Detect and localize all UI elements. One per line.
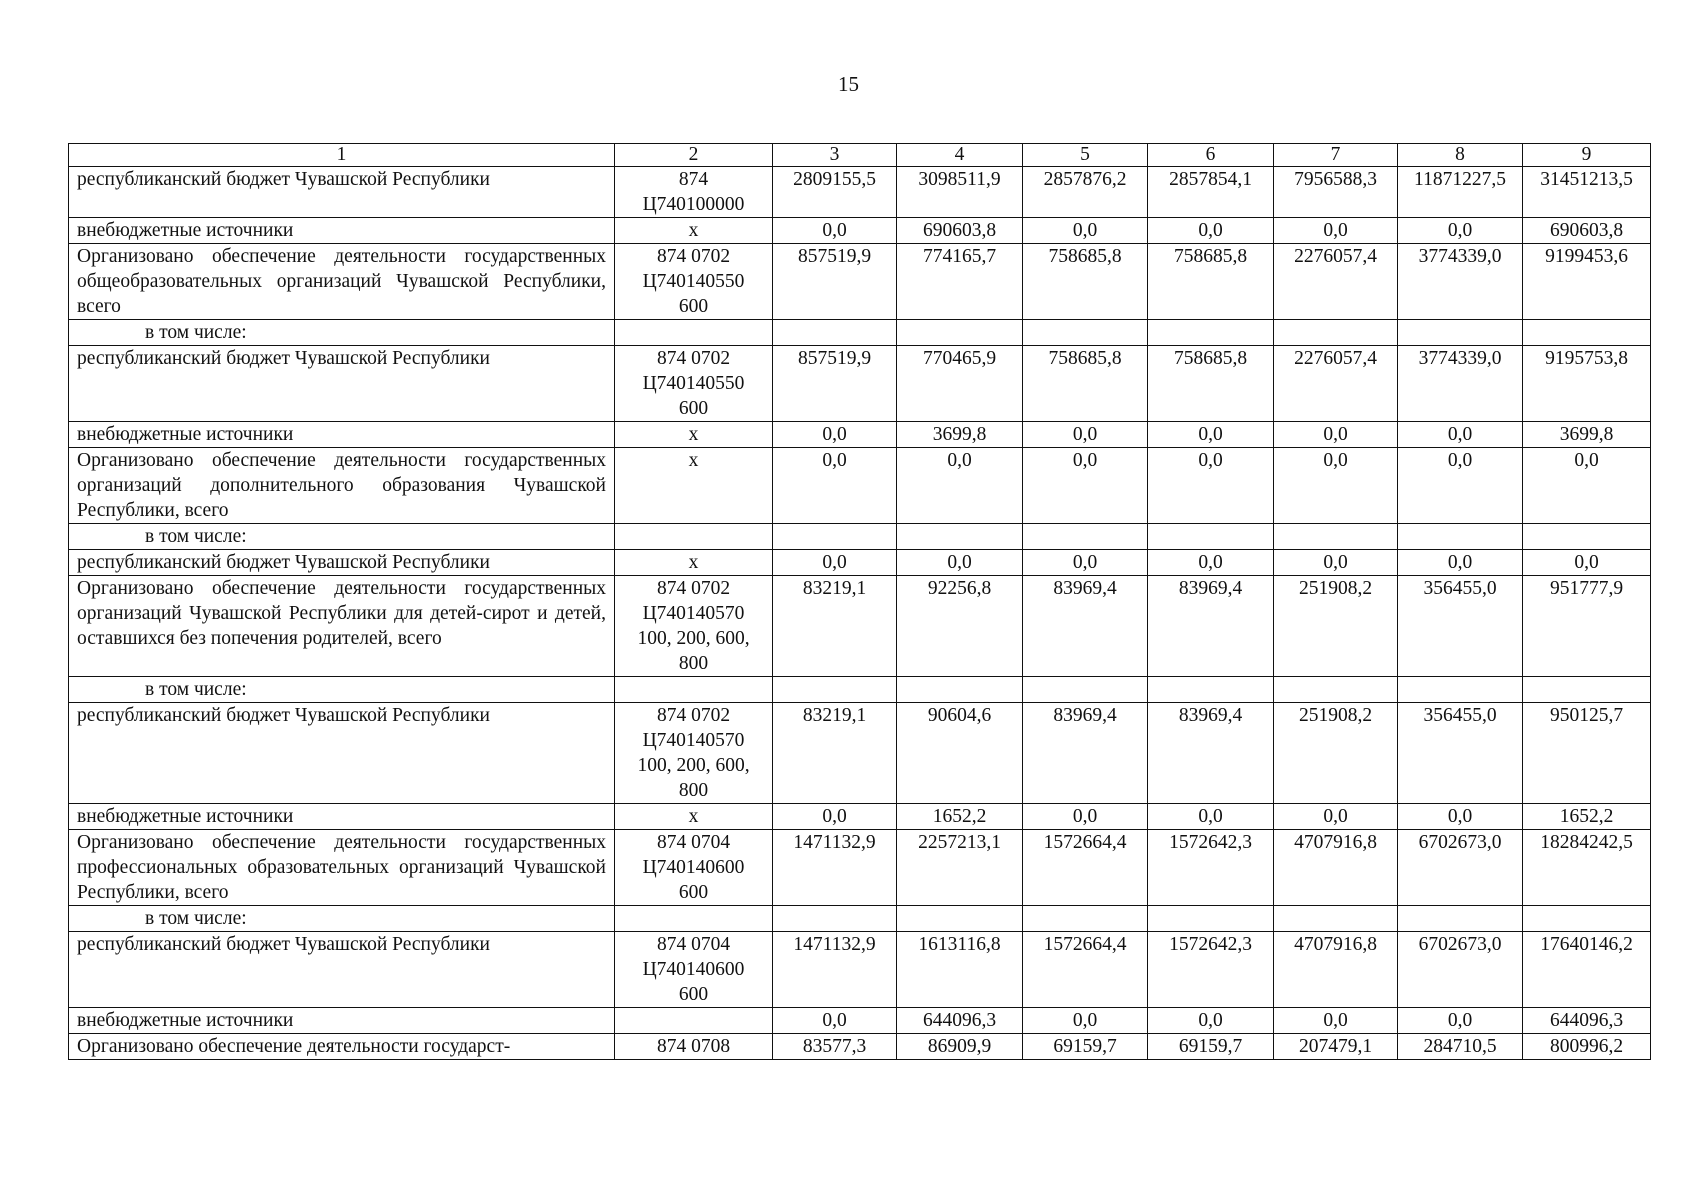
budget-code-line: 100, 200, 600,: [637, 628, 750, 649]
budget-code-line: 874 0704: [656, 832, 731, 853]
value-cell: 2809155,5: [773, 167, 897, 218]
value-cell: 857519,9: [773, 244, 897, 320]
budget-code-line: Ц740140550: [642, 271, 745, 292]
value-cell: [897, 906, 1023, 932]
value-cell: [1023, 320, 1148, 346]
table-row: [69, 1034, 1651, 1060]
budget-code-line: х: [688, 806, 699, 827]
budget-code-line: 600: [678, 882, 709, 903]
value-cell: 0,0: [773, 550, 897, 576]
budget-code-line: Ц740140570: [642, 603, 745, 624]
budget-code: [615, 244, 773, 320]
value-cell: 758685,8: [1023, 346, 1148, 422]
value-cell: [1523, 906, 1651, 932]
value-cell: [773, 677, 897, 703]
value-cell: 0,0: [1023, 804, 1148, 830]
budget-code-line: 874 0708: [656, 1036, 731, 1057]
value-cell: 69159,7: [1023, 1034, 1148, 1060]
table-row: [69, 346, 1651, 422]
value-cell: 1613116,8: [897, 932, 1023, 1008]
value-cell: 0,0: [1398, 1008, 1523, 1034]
budget-code-line: 600: [678, 296, 709, 317]
value-cell: 1572642,3: [1148, 830, 1274, 906]
value-cell: 0,0: [1023, 550, 1148, 576]
value-cell: 3699,8: [897, 422, 1023, 448]
column-header: 7: [1274, 144, 1398, 167]
value-cell: [897, 320, 1023, 346]
table-row: [69, 550, 1651, 576]
budget-code-line: 800: [678, 653, 709, 674]
value-cell: 758685,8: [1148, 346, 1274, 422]
column-header: 1: [69, 144, 615, 167]
value-cell: 950125,7: [1523, 703, 1651, 804]
budget-code-line: 600: [678, 984, 709, 1005]
value-cell: 3699,8: [1523, 422, 1651, 448]
budget-table: [68, 143, 1651, 1060]
subheading-row: [69, 524, 1651, 550]
value-cell: 17640146,2: [1523, 932, 1651, 1008]
value-cell: 0,0: [897, 448, 1023, 524]
budget-code-line: 800: [678, 780, 709, 801]
budget-code: [615, 804, 773, 830]
value-cell: 356455,0: [1398, 703, 1523, 804]
value-cell: 0,0: [773, 422, 897, 448]
row-label: Организовано обеспечение деятельности государственных организаций дополнительного образования Чувашской Республики, всего: [69, 448, 615, 524]
table-row: [69, 576, 1651, 677]
value-cell: [1274, 524, 1398, 550]
value-cell: 2257213,1: [897, 830, 1023, 906]
budget-code: [615, 218, 773, 244]
value-cell: 0,0: [1274, 218, 1398, 244]
budget-code-line: Ц740140570: [642, 730, 745, 751]
budget-code-line: Ц740140550: [642, 373, 745, 394]
value-cell: 0,0: [1148, 218, 1274, 244]
value-cell: 9195753,8: [1523, 346, 1651, 422]
value-cell: 951777,9: [1523, 576, 1651, 677]
value-cell: [1023, 677, 1148, 703]
value-cell: 0,0: [1274, 804, 1398, 830]
value-cell: 3098511,9: [897, 167, 1023, 218]
value-cell: 0,0: [773, 448, 897, 524]
value-cell: 0,0: [1148, 448, 1274, 524]
value-cell: [897, 677, 1023, 703]
table-row: [69, 703, 1651, 804]
column-header: 3: [773, 144, 897, 167]
value-cell: 1572664,4: [1023, 932, 1148, 1008]
value-cell: 758685,8: [1148, 244, 1274, 320]
budget-code: [615, 703, 773, 804]
row-label: внебюджетные источники: [69, 804, 615, 830]
row-label: внебюджетные источники: [69, 218, 615, 244]
value-cell: [1274, 677, 1398, 703]
value-cell: 774165,7: [897, 244, 1023, 320]
page-number: 15: [838, 72, 859, 96]
budget-code: [615, 346, 773, 422]
table-row: [69, 932, 1651, 1008]
budget-code: [615, 576, 773, 677]
value-cell: 857519,9: [773, 346, 897, 422]
row-label: Организовано обеспечение деятельности государственных общеобразовательных организаций Чувашской Республики, всего: [69, 244, 615, 320]
subheading-row: [69, 320, 1651, 346]
row-label: Организовано обеспечение деятельности государственных профессиональных образовательных организаций Чувашской Республики, всего: [69, 830, 615, 906]
value-cell: [1523, 524, 1651, 550]
value-cell: [1523, 320, 1651, 346]
value-cell: 0,0: [773, 218, 897, 244]
value-cell: 0,0: [1148, 1008, 1274, 1034]
value-cell: 690603,8: [1523, 218, 1651, 244]
value-cell: 284710,5: [1398, 1034, 1523, 1060]
value-cell: 0,0: [773, 804, 897, 830]
value-cell: 4707916,8: [1274, 932, 1398, 1008]
budget-code-line: 100, 200, 600,: [637, 755, 750, 776]
value-cell: 83219,1: [773, 703, 897, 804]
budget-code: [615, 830, 773, 906]
value-cell: [1023, 906, 1148, 932]
value-cell: [773, 524, 897, 550]
row-label: республиканский бюджет Чувашской Республики: [69, 346, 615, 422]
row-label: республиканский бюджет Чувашской Республики: [69, 932, 615, 1008]
value-cell: 1572664,4: [1023, 830, 1148, 906]
budget-code-line: х: [688, 220, 699, 241]
value-cell: 0,0: [1398, 218, 1523, 244]
budget-code: [615, 167, 773, 218]
value-cell: 0,0: [1274, 422, 1398, 448]
value-cell: 644096,3: [897, 1008, 1023, 1034]
value-cell: 0,0: [1274, 448, 1398, 524]
budget-code-line: х: [688, 450, 699, 471]
budget-code: [615, 422, 773, 448]
value-cell: 0,0: [1398, 422, 1523, 448]
value-cell: [1398, 524, 1523, 550]
value-cell: 1572642,3: [1148, 932, 1274, 1008]
budget-code-line: х: [688, 424, 699, 445]
table-body: [69, 167, 1651, 1060]
value-cell: 90604,6: [897, 703, 1023, 804]
value-cell: 7956588,3: [1274, 167, 1398, 218]
row-label: внебюджетные источники: [69, 1008, 615, 1034]
budget-code-line: 874: [678, 169, 709, 190]
value-cell: 356455,0: [1398, 576, 1523, 677]
value-cell: [773, 906, 897, 932]
budget-code: [615, 320, 773, 346]
value-cell: 86909,9: [897, 1034, 1023, 1060]
value-cell: 0,0: [1398, 804, 1523, 830]
value-cell: 9199453,6: [1523, 244, 1651, 320]
value-cell: [1274, 320, 1398, 346]
budget-code-line: х: [688, 552, 699, 573]
budget-code-line: 874 0702: [656, 705, 731, 726]
value-cell: 83219,1: [773, 576, 897, 677]
value-cell: 4707916,8: [1274, 830, 1398, 906]
value-cell: [1274, 906, 1398, 932]
value-cell: 83969,4: [1023, 703, 1148, 804]
budget-code: [615, 1034, 773, 1060]
value-cell: 31451213,5: [1523, 167, 1651, 218]
value-cell: [1148, 524, 1274, 550]
subheading-label: в том числе:: [69, 524, 615, 550]
table-row: [69, 448, 1651, 524]
subheading-label: в том числе:: [69, 677, 615, 703]
row-label: республиканский бюджет Чувашской Республики: [69, 550, 615, 576]
row-label: Организовано обеспечение деятельности государственных организаций Чувашской Республики для детей-сирот и детей, оставшихся без попечения родителей, всего: [69, 576, 615, 677]
budget-code: [615, 448, 773, 524]
value-cell: 0,0: [1023, 1008, 1148, 1034]
budget-code-line: 874 0702: [656, 348, 731, 369]
value-cell: 770465,9: [897, 346, 1023, 422]
value-cell: 1471132,9: [773, 932, 897, 1008]
value-cell: 83577,3: [773, 1034, 897, 1060]
budget-code: [615, 1008, 773, 1034]
value-cell: 3774339,0: [1398, 346, 1523, 422]
column-header: 6: [1148, 144, 1274, 167]
value-cell: 11871227,5: [1398, 167, 1523, 218]
value-cell: 2857854,1: [1148, 167, 1274, 218]
value-cell: [773, 320, 897, 346]
subheading-label: в том числе:: [69, 906, 615, 932]
value-cell: 690603,8: [897, 218, 1023, 244]
value-cell: [1398, 906, 1523, 932]
budget-code-line: Ц740100000: [642, 194, 745, 215]
value-cell: 0,0: [1148, 804, 1274, 830]
value-cell: 2276057,4: [1274, 346, 1398, 422]
subheading-row: [69, 677, 1651, 703]
budget-code-line: 874 0702: [656, 246, 731, 267]
value-cell: 0,0: [1398, 448, 1523, 524]
value-cell: 92256,8: [897, 576, 1023, 677]
budget-code-line: 600: [678, 398, 709, 419]
budget-code-line: 874 0702: [656, 578, 731, 599]
value-cell: 251908,2: [1274, 703, 1398, 804]
value-cell: 83969,4: [1023, 576, 1148, 677]
budget-code-line: 874 0704: [656, 934, 731, 955]
value-cell: [1023, 524, 1148, 550]
table-row: [69, 830, 1651, 906]
subheading-row: [69, 906, 1651, 932]
value-cell: 0,0: [1023, 422, 1148, 448]
value-cell: 1652,2: [897, 804, 1023, 830]
value-cell: 6702673,0: [1398, 932, 1523, 1008]
value-cell: 0,0: [1023, 448, 1148, 524]
table-row: [69, 422, 1651, 448]
value-cell: 2857876,2: [1023, 167, 1148, 218]
value-cell: 251908,2: [1274, 576, 1398, 677]
value-cell: 0,0: [1148, 422, 1274, 448]
value-cell: 69159,7: [1148, 1034, 1274, 1060]
column-header: 4: [897, 144, 1023, 167]
value-cell: [1148, 906, 1274, 932]
value-cell: 2276057,4: [1274, 244, 1398, 320]
value-cell: [1148, 677, 1274, 703]
budget-code: [615, 550, 773, 576]
value-cell: 0,0: [1523, 448, 1651, 524]
value-cell: 3774339,0: [1398, 244, 1523, 320]
value-cell: 0,0: [1274, 1008, 1398, 1034]
budget-code: [615, 932, 773, 1008]
value-cell: 0,0: [1023, 218, 1148, 244]
column-header: 2: [615, 144, 773, 167]
value-cell: 1471132,9: [773, 830, 897, 906]
value-cell: [897, 524, 1023, 550]
value-cell: 0,0: [1148, 550, 1274, 576]
value-cell: 0,0: [1398, 550, 1523, 576]
value-cell: 18284242,5: [1523, 830, 1651, 906]
column-header: 9: [1523, 144, 1651, 167]
value-cell: [1523, 677, 1651, 703]
value-cell: 0,0: [1274, 550, 1398, 576]
table-row: [69, 1008, 1651, 1034]
value-cell: 207479,1: [1274, 1034, 1398, 1060]
row-label: республиканский бюджет Чувашской Республики: [69, 167, 615, 218]
budget-code: [615, 906, 773, 932]
budget-code-line: Ц740140600: [642, 857, 745, 878]
budget-code: [615, 677, 773, 703]
value-cell: 1652,2: [1523, 804, 1651, 830]
value-cell: [1398, 677, 1523, 703]
value-cell: 758685,8: [1023, 244, 1148, 320]
column-number-header: [69, 144, 1651, 167]
row-label: Организовано обеспечение деятельности государст-: [69, 1034, 615, 1060]
value-cell: 644096,3: [1523, 1008, 1651, 1034]
value-cell: 6702673,0: [1398, 830, 1523, 906]
table-row: [69, 804, 1651, 830]
value-cell: 0,0: [1523, 550, 1651, 576]
value-cell: 83969,4: [1148, 576, 1274, 677]
budget-code-line: Ц740140600: [642, 959, 745, 980]
value-cell: 0,0: [897, 550, 1023, 576]
value-cell: 0,0: [773, 1008, 897, 1034]
value-cell: 83969,4: [1148, 703, 1274, 804]
budget-code: [615, 524, 773, 550]
value-cell: [1398, 320, 1523, 346]
column-header: 5: [1023, 144, 1148, 167]
subheading-label: в том числе:: [69, 320, 615, 346]
table-row: [69, 244, 1651, 320]
column-header: 8: [1398, 144, 1523, 167]
value-cell: [1148, 320, 1274, 346]
value-cell: 800996,2: [1523, 1034, 1651, 1060]
row-label: республиканский бюджет Чувашской Республики: [69, 703, 615, 804]
row-label: внебюджетные источники: [69, 422, 615, 448]
table-row: [69, 167, 1651, 218]
table-row: [69, 218, 1651, 244]
